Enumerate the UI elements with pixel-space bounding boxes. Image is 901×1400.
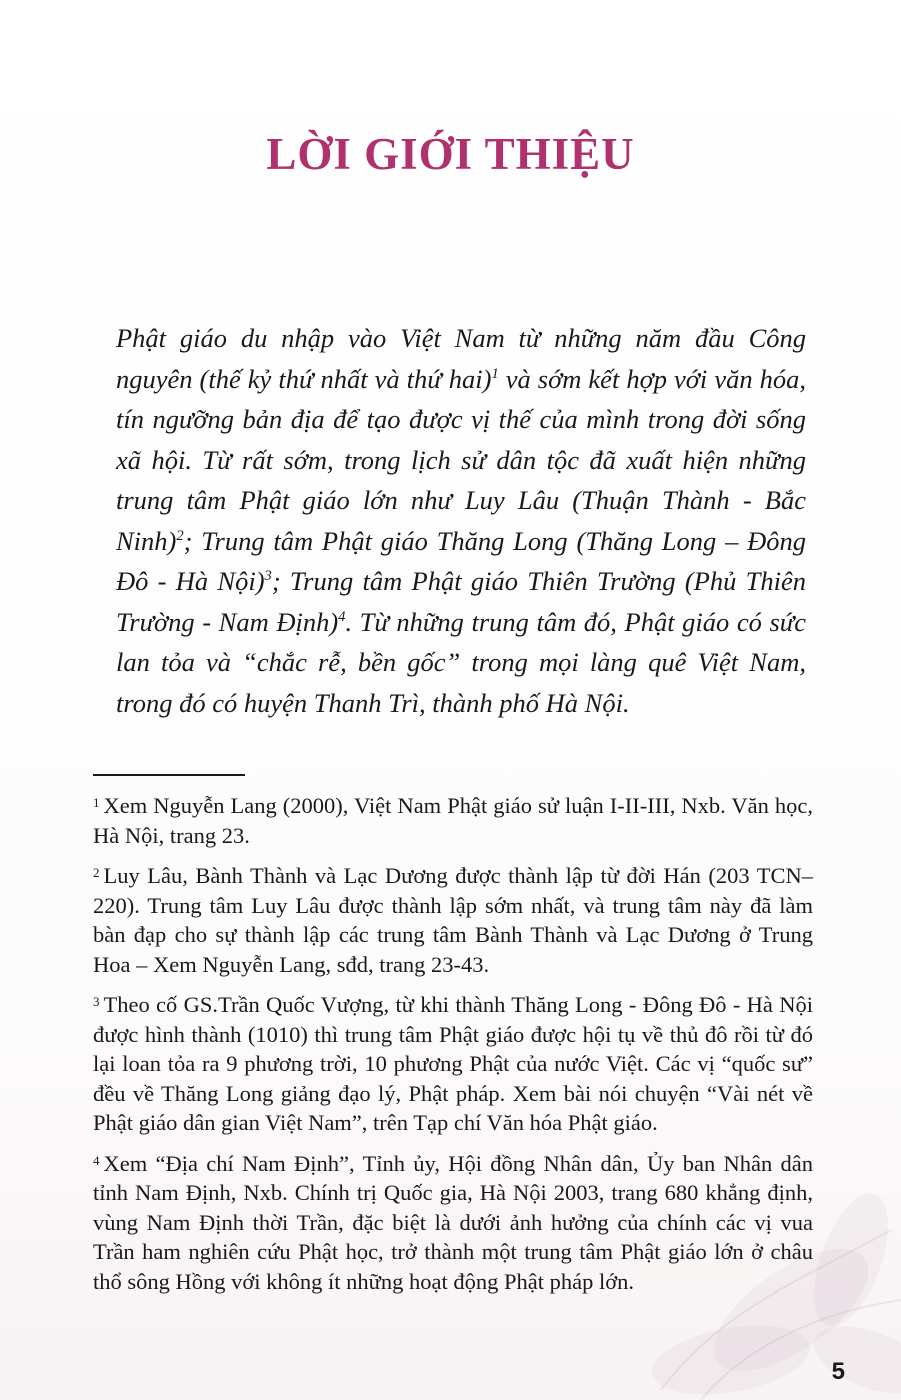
page-number: 5 (831, 1358, 845, 1385)
page-title: LỜI GIỚI THIỆU (266, 129, 635, 179)
footnote-text: Xem Nguyễn Lang (2000), Việt Nam Phật giáo sử luận I-II-III, Nxb. Văn học, Hà Nội, trang 23. (93, 793, 813, 848)
footnote-ref-3: 3 (264, 568, 272, 585)
footnote-3 (93, 987, 813, 1138)
intro-text-part-3: ; Trung tâm Phật giáo Thăng Long (Thăng Long – Đông Đô - Hà Nội) (116, 525, 806, 596)
footnote-number: 1 (93, 795, 100, 810)
intro-text-part-2: và sớm kết hợp với văn hóa, tín ngưỡng bản địa để tạo được vị thế của mình trong đời sống xã hội. Từ rất sớm, trong lịch sử dân tộc đã xuất hiện những trung tâm Phật giáo lớn như Luy Lâu (Thuận Thành - Bắc Ninh) (116, 363, 806, 556)
footnote-text: Luy Lâu, Bành Thành và Lạc Dương được thành lập từ đời Hán (203 TCN–220). Trung tâm Luy Lâu được thành lập sớm nhất, và trung tâm này đã làm bàn đạp cho sự thành lập các trung tâm Bành Thành và Lạc Dương ở Trung Hoa – Xem Nguyễn Lang, sđd, trang 23-43. (93, 863, 813, 977)
intro-text-part-1: Phật giáo du nhập vào Việt Nam từ những năm đầu Công nguyên (thế kỷ thứ nhất và thứ hai) (116, 323, 806, 394)
intro-paragraph (116, 318, 806, 723)
footnote-ref-4: 4 (338, 608, 346, 625)
intro-text-part-5: . Từ những trung tâm đó, Phật giáo có sức lan tỏa và “chắc rễ, bền gốc” trong mọi làng quê Việt Nam, trong đó có huyện Thanh Trì, thành phố Hà Nội. (116, 606, 806, 718)
footnotes-list (93, 788, 813, 1304)
footnote-number: 4 (93, 1152, 100, 1168)
footnote-text: Theo cố GS.Trần Quốc Vượng, từ khi thành Thăng Long - Đông Đô - Hà Nội được hình thành (1010) thì trung tâm Phật giáo được hội tụ về thủ đô rồi từ đó lại loan tỏa ra 9 phương trời, 10 phương Phật của nước Việt. Các vị “quốc sư” đều về Thăng Long giảng đạo lý, Phật pháp. Xem bài nói chuyện “Vài nét về Phật giáo dân gian Việt Nam”, trên Tạp chí Văn hóa Phật giáo. (93, 992, 813, 1135)
footnote-number: 2 (93, 865, 100, 880)
footnote-number: 3 (93, 994, 100, 1009)
intro-text-part-4: ; Trung tâm Phật giáo Thiên Trường (Phủ Thiên Trường - Nam Định) (116, 566, 806, 637)
footnote-ref-1: 1 (491, 365, 499, 382)
footnote-1 (93, 788, 813, 850)
footnote-4 (93, 1146, 813, 1297)
footnote-2 (93, 858, 813, 979)
footnote-ref-2: 2 (176, 527, 184, 544)
footnote-separator (93, 774, 245, 776)
footnote-text: Xem “Địa chí Nam Định”, Tỉnh ủy, Hội đồng Nhân dân, Ủy ban Nhân dân tỉnh Nam Định, Nxb. Chính trị Quốc gia, Hà Nội 2003, trang 680 khẳng định, vùng Nam Định thời Trần, đặc biệt là dưới ảnh hưởng của chính các vị vua Trần ham nghiên cứu Phật học, trở thành một trung tâm Phật giáo lớn ở châu thổ sông Hồng với không ít những hoạt động Phật pháp lớn. (93, 1150, 813, 1294)
